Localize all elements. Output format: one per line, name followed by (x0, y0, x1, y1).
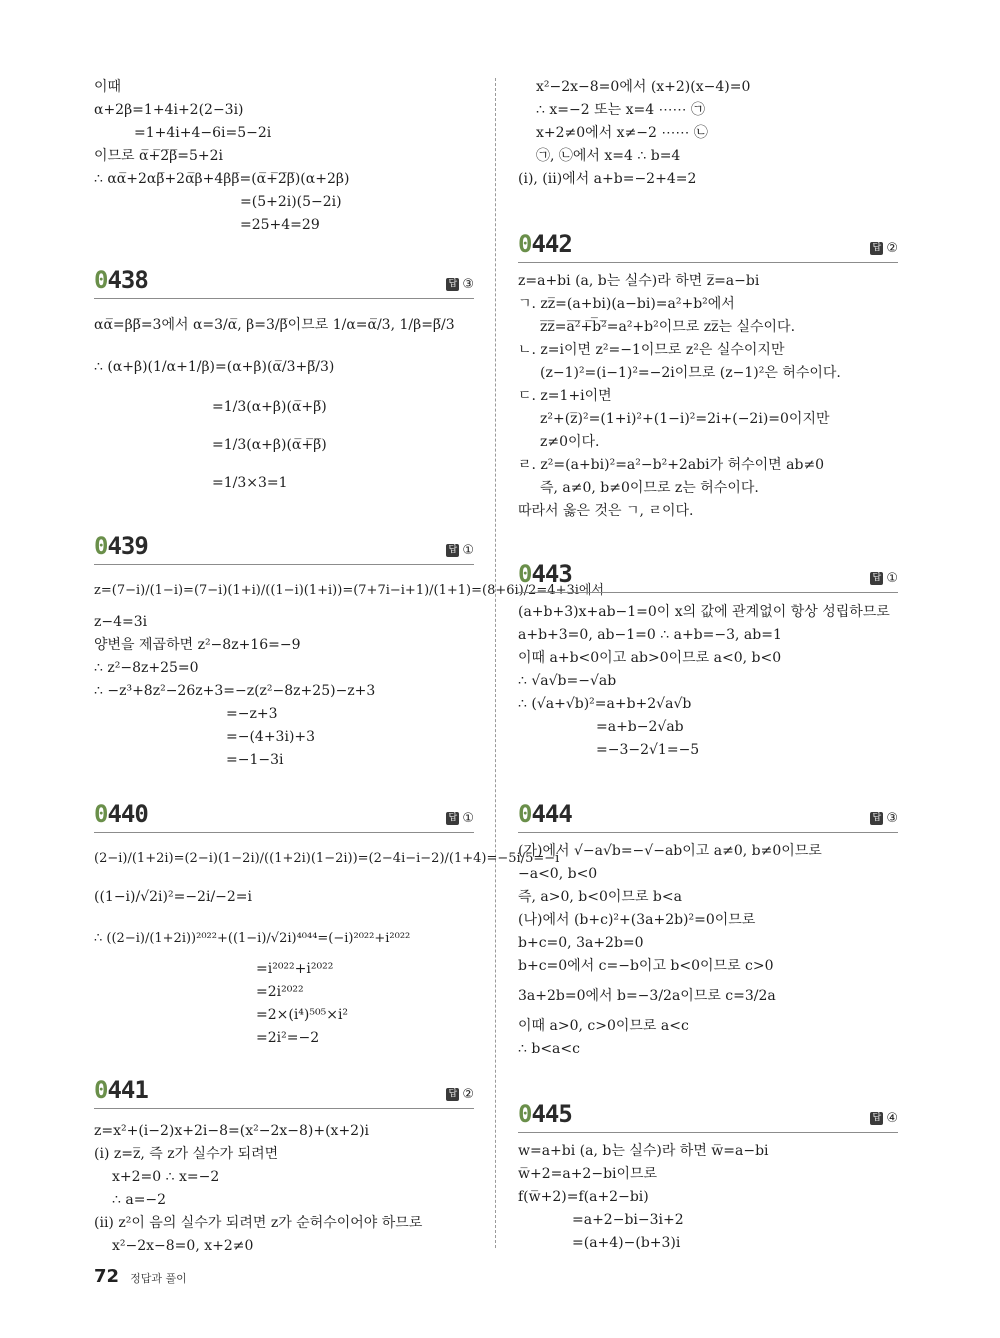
text-line: =−z+3 (226, 706, 278, 722)
text-line: ((1−i)/√2i)²=−2i/−2=i (94, 889, 253, 905)
text-line: z−4=3i (94, 614, 148, 630)
text-line: =−3−2√1=−5 (596, 742, 700, 758)
page-number: 72 (94, 1266, 120, 1287)
text-line: ㄱ. zz̅=(a+bi)(a−bi)=a²+b²에서 (518, 296, 735, 312)
problem-number: 0445 (518, 1100, 572, 1128)
text-line: (ii) z²이 음의 실수가 되려면 z가 순허수이어야 하므로 (94, 1215, 423, 1231)
answer-badge: 답 ③ (870, 811, 898, 826)
text-line: f(w̅+2)=f(a+2−bi) (518, 1189, 649, 1205)
answer-badge: 답 ② (870, 241, 898, 256)
text-line: ㄹ. z²=(a+bi)²=a²−b²+2abi가 허수이면 ab≠0 (518, 457, 825, 473)
problem-number: 0439 (94, 532, 148, 560)
problem-header-0445 (518, 1098, 898, 1133)
problem-header-0440 (94, 798, 474, 833)
text-line: w=a+bi (a, b는 실수)라 하면 w̅=a−bi (518, 1143, 769, 1159)
answer-badge: 답 ① (446, 811, 474, 826)
text-line: ∴ x=−2 또는 x=4 ⋯⋯ ㉠ (536, 102, 706, 118)
answer-badge: 답 ④ (870, 1111, 898, 1126)
text-line: (나)에서 (b+c)²+(3a+2b)²=0이므로 (518, 912, 756, 928)
text-line: ∴ z²−8z+25=0 (94, 660, 199, 676)
text-line: =−1−3i (226, 752, 284, 768)
text-line: ㄷ. z=1+i이면 (518, 388, 612, 404)
text-line: b+c=0, 3a+2b=0 (518, 935, 644, 951)
answer-icon: 답 (446, 544, 459, 557)
text-line: z=a+bi (a, b는 실수)라 하면 z̅=a−bi (518, 273, 760, 289)
text-line: (a+b+3)x+ab−1=0이 x의 값에 관계없이 항상 성립하므로 (518, 604, 890, 620)
text-line: =(5+2i)(5−2i) (240, 194, 342, 210)
text-line: =a+2−bi−3i+2 (572, 1212, 684, 1228)
text-line: ㉠, ㉡에서 x=4 ∴ b=4 (536, 148, 681, 164)
text-line: 양변을 제곱하면 z²−8z+16=−9 (94, 637, 301, 653)
problem-number: 0444 (518, 800, 572, 828)
text-line: =−(4+3i)+3 (226, 729, 316, 745)
answer-icon: 답 (870, 1112, 883, 1125)
text-line: =a+b−2√ab (596, 719, 684, 735)
answer-badge: 답 ① (446, 543, 474, 558)
text-line: (i), (ii)에서 a+b=−2+4=2 (518, 171, 697, 187)
footer-label: 정답과 풀이 (130, 1272, 187, 1285)
text-line: =2i²=−2 (256, 1030, 320, 1046)
text-line: ∴ a=−2 (112, 1192, 167, 1208)
problem-header-0444 (518, 798, 898, 833)
text-line: z=(7−i)/(1−i)=(7−i)(1+i)/((1−i)(1+i))=(7+7i−i+1)/(1+1)=(8+6i)/2=4+3i에서 (94, 583, 605, 598)
text-line: =1/3(α+β)(α̅+̅β̅) (212, 437, 327, 453)
text-line: (z−1)²=(i−1)²=−2i이므로 (z−1)²은 허수이다. (540, 365, 841, 381)
answer-icon: 답 (870, 812, 883, 825)
text-line: α+2β=1+4i+2(2−3i) (94, 102, 244, 118)
text-line: =(a+4)−(b+3)i (572, 1235, 681, 1251)
text-line: 이때 a+b<0이고 ab>0이므로 a<0, b<0 (518, 650, 782, 666)
text-line: z²+(z̅)²=(1+i)²+(1−i)²=2i+(−2i)=0이지만 (540, 411, 830, 427)
answer-icon: 답 (870, 572, 883, 585)
answer-icon: 답 (446, 278, 459, 291)
answer-icon: 답 (446, 812, 459, 825)
answer-badge: 답 ② (446, 1087, 474, 1102)
text-line: ㄴ. z=i이면 z²=−1이므로 z²은 실수이지만 (518, 342, 785, 358)
text-line: =1/3×3=1 (212, 475, 288, 491)
problem-number: 0440 (94, 800, 148, 828)
text-line: −a<0, b<0 (518, 866, 598, 882)
text-line: x²−2x−8=0, x+2≠0 (112, 1238, 254, 1254)
text-line: x+2=0 ∴ x=−2 (112, 1169, 220, 1185)
problem-number: 0441 (94, 1076, 148, 1104)
problem-header-0438 (94, 264, 474, 299)
page-footer (94, 1266, 187, 1287)
text-line: 이므로 α̅+̅2̅β̅=5+2i (94, 148, 223, 164)
text-line: =2i²⁰²² (256, 984, 304, 1000)
answer-icon: 답 (870, 242, 883, 255)
text-line: ∴ b<a<c (518, 1041, 580, 1057)
problem-number: 0443 (518, 560, 572, 588)
text-line: (i) z=z̅, 즉 z가 실수가 되려면 (94, 1146, 279, 1162)
text-line: b+c=0에서 c=−b이고 b<0이므로 c>0 (518, 958, 774, 974)
text-line: 3a+2b=0에서 b=−3/2a이므로 c=3/2a (518, 988, 776, 1004)
text-line: 이때 a>0, c>0이므로 a<c (518, 1018, 689, 1034)
answer-icon: 답 (446, 1088, 459, 1101)
text-line: ∴ αα̅+2αβ̅+2α̅β+4ββ̅=(α̅+̅2̅β̅)(α+2β) (94, 171, 350, 187)
answer-badge: 답 ③ (446, 277, 474, 292)
text-line: αα̅=ββ̅=3에서 α=3/α̅, β=3/β̅이므로 1/α=α̅/3, 1/β=β̅/3 (94, 317, 455, 333)
text-line: =i²⁰²²+i²⁰²² (256, 961, 334, 977)
column-divider (495, 78, 496, 1248)
text-line: =1+4i+4−6i=5−2i (134, 125, 272, 141)
text-line: 즉, a>0, b<0이므로 b<a (518, 889, 682, 905)
text-line: x+2≠0에서 x≠−2 ⋯⋯ ㉡ (536, 125, 708, 141)
problem-header-0441 (94, 1074, 474, 1109)
text-line: ∴ (√a+√b)²=a+b+2√a√b (518, 696, 692, 712)
problem-header-0439 (94, 530, 474, 565)
text-line: =1/3(α+β)(α̅+β̅) (212, 399, 327, 415)
text-line: =25+4=29 (240, 217, 320, 233)
text-line: (가)에서 √−a√b=−√−ab이고 a≠0, b≠0이므로 (518, 843, 822, 859)
text-line: z=x²+(i−2)x+2i−8=(x²−2x−8)+(x+2)i (94, 1123, 370, 1139)
text-line: w̅+2=a+2−bi이므로 (518, 1166, 658, 1182)
text-line: z̅z̅̅=a̅²̅+̅b̅²̅=a²+b²이므로 zz̅는 실수이다. (540, 319, 796, 335)
text-line: ∴ −z³+8z²−26z+3=−z(z²−8z+25)−z+3 (94, 683, 376, 699)
text-line: ∴ √a√b=−√ab (518, 673, 617, 689)
text-line: a+b+3=0, ab−1=0 ∴ a+b=−3, ab=1 (518, 627, 782, 643)
text-line: =2×(i⁴)⁵⁰⁵×i² (256, 1007, 349, 1023)
text-line: z≠0이다. (540, 434, 600, 450)
problem-number: 0442 (518, 230, 572, 258)
text-line: ∴ (α+β)(1/α+1/β)=(α+β)(α̅/3+β̅/3) (94, 359, 335, 375)
problem-number: 0438 (94, 266, 148, 294)
answer-badge: 답 ① (870, 571, 898, 586)
text-line: 따라서 옳은 것은 ㄱ, ㄹ이다. (518, 503, 694, 519)
text-line: 이때 (94, 79, 122, 95)
text-line: ∴ ((2−i)/(1+2i))²⁰²²+((1−i)/√2i)⁴⁰⁴⁴=(−i)²⁰²²+i²⁰²² (94, 931, 411, 946)
text-line: (2−i)/(1+2i)=(2−i)(1−2i)/((1+2i)(1−2i))=(2−4i−i−2)/(1+4)=−5i/5=−i (94, 851, 560, 866)
problem-header-0442 (518, 228, 898, 263)
problem-header-0443 (518, 558, 898, 593)
text-line: x²−2x−8=0에서 (x+2)(x−4)=0 (536, 79, 751, 95)
text-line: 즉, a≠0, b≠0이므로 z는 허수이다. (540, 480, 759, 496)
